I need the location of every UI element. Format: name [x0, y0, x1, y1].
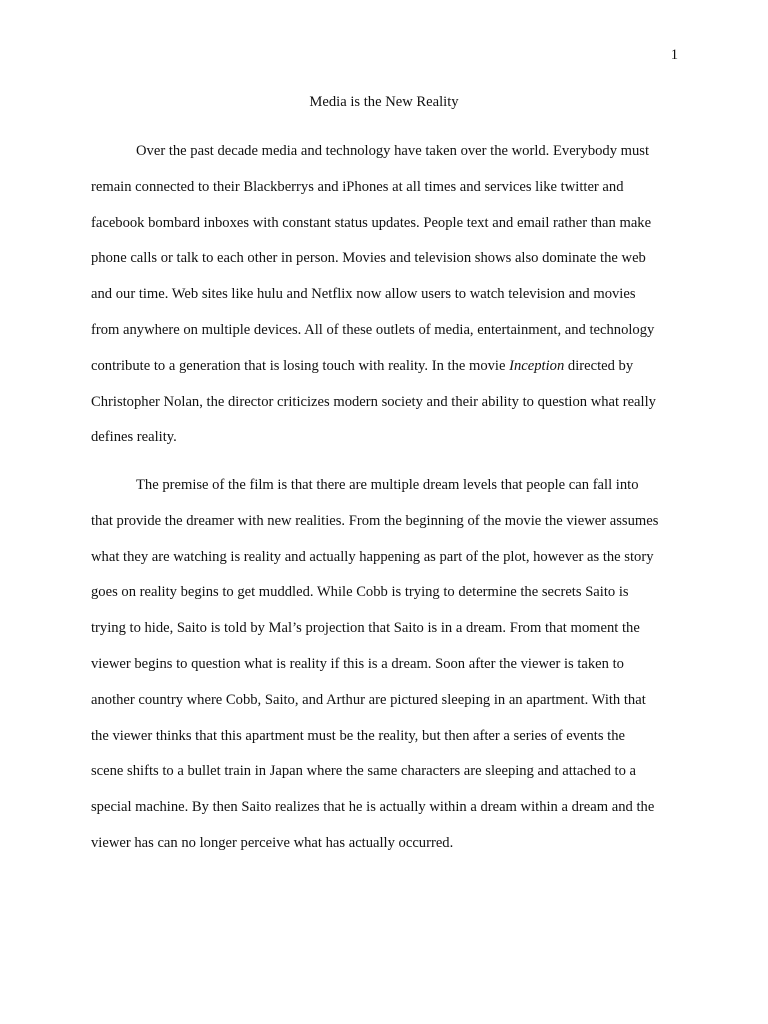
paragraph-line: from anywhere on multiple devices. All of these outlets of media, entertainment, and technology [91, 321, 655, 338]
paragraph-line: another country where Cobb, Saito, and Arthur are pictured sleeping in an apartment. With that [91, 691, 646, 708]
line-text: contribute to a generation that is losing touch with reality. In the movie [91, 357, 510, 374]
paragraph-line: Over the past decade media and technology have taken over the world. Everybody must [136, 143, 650, 159]
paragraph-line: and our time. Web sites like hulu and Netflix now allow users to watch television and movies [91, 286, 636, 303]
paragraph-line: facebook bombard inboxes with constant status updates. People text and email rather than make [91, 214, 652, 231]
paragraph-line: viewer begins to question what is reality if this is a dream. Soon after the viewer is taken to [91, 655, 624, 672]
paragraph-line: what they are watching is reality and actually happening as part of the plot, however as the story [91, 548, 654, 565]
paragraph-line: goes on reality begins to get muddled. While Cobb is trying to determine the secrets Saito is [91, 584, 629, 601]
paragraph-line: The premise of the film is that there are multiple dream levels that people can fall into [136, 477, 639, 493]
paragraph-1 [91, 142, 683, 464]
paragraph-line: the viewer thinks that this apartment must be the reality, but then after a series of events the [91, 727, 625, 744]
paragraph-line: scene shifts to a bullet train in Japan where the same characters are sleeping and attached to a [91, 763, 637, 780]
document-title: Media is the New Reality [309, 94, 459, 110]
paragraph-line: Christopher Nolan, the director criticizes modern society and their ability to question what really [91, 393, 656, 410]
paragraph-line: trying to hide, Saito is told by Mal’s projection that Saito is in a dream. From that moment the [91, 620, 640, 637]
paragraph-line: special machine. By then Saito realizes that he is actually within a dream within a dream and the [91, 799, 655, 816]
paragraph-line: phone calls or talk to each other in person. Movies and television shows also dominate the web [91, 250, 646, 267]
paragraph-line: remain connected to their Blackberrys and iPhones at all times and services like twitter and [91, 178, 624, 195]
page-number: 1 [670, 47, 678, 63]
paragraph-2 [91, 476, 683, 870]
film-title-italic: Inception [509, 357, 565, 374]
paragraph-line: that provide the dreamer with new realities. From the beginning of the movie the viewer assumes [91, 512, 659, 529]
line-text: directed by [564, 357, 634, 374]
paragraph-line [91, 357, 683, 393]
paragraph-line: defines reality. [91, 429, 177, 446]
paragraph-line: viewer has can no longer perceive what has actually occurred. [91, 834, 454, 851]
